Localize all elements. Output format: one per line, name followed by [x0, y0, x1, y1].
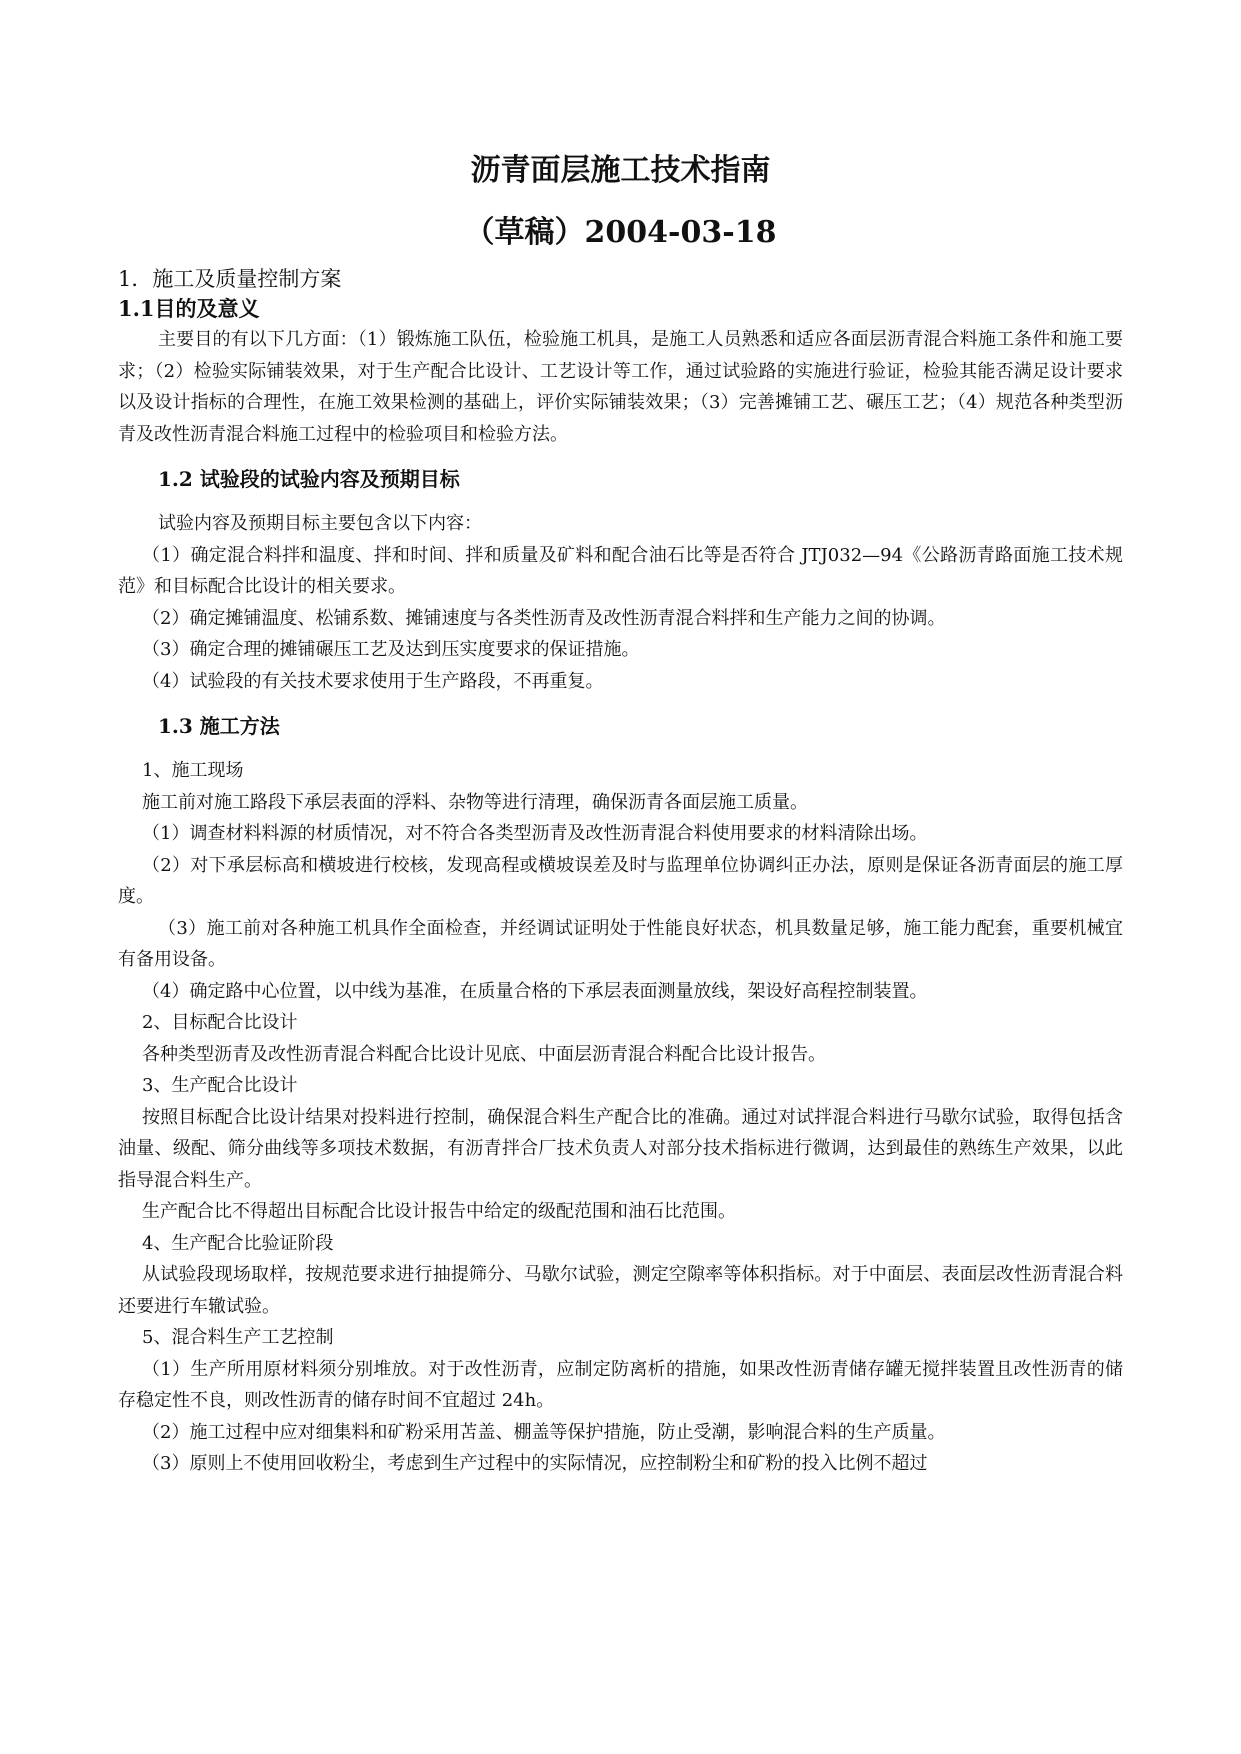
subsection-label: 3、生产配合比设计 — [142, 1075, 298, 1096]
paragraph: （2）确定摊铺温度、松铺系数、摊铺速度与各类性沥青及改性沥青混合料拌和生产能力之间的协调。 — [142, 607, 946, 629]
subsection-label: 4、生产配合比验证阶段 — [142, 1232, 334, 1254]
subsection-label: 2、目标配合比设计 — [142, 1012, 298, 1033]
paragraph: （1）生产所用原材料须分别堆放。对于改性沥青，应制定防离析的措施，如果改性沥青储存罐无搅拌装置且改性沥青的储存稳定性不良，则改性沥青的储存时间不宜超过 24h。 — [118, 1358, 1123, 1411]
paragraph: 从试验段现场取样，按规范要求进行抽提筛分、马歇尔试验，测定空隙率等体积指标。对于中面层、表面层改性沥青混合料还要进行车辙试验。 — [118, 1264, 1123, 1317]
subsection-label: 5、混合料生产工艺控制 — [142, 1327, 334, 1348]
paragraph: 按照目标配合比设计结果对投料进行控制，确保混合料生产配合比的准确。通过对试拌混合料进行马歇尔试验，取得包括含油量、级配、筛分曲线等多项技术数据，有沥青拌合厂技术负责人对部分技术指标进行微调，达到最佳的熟练生产效果，以此指导混合料生产。 — [118, 1106, 1123, 1191]
section-1-2-heading: 1.2 试验段的试验内容及预期目标 — [158, 467, 460, 491]
section-1-3-heading: 1.3 施工方法 — [158, 714, 280, 738]
document-title: 沥青面层施工技术指南 — [470, 153, 771, 188]
paragraph: 生产配合比不得超出目标配合比设计报告中给定的级配范围和油石比范围。 — [142, 1201, 736, 1222]
paragraph: （3）原则上不使用回收粉尘，考虑到生产过程中的实际情况，应控制粉尘和矿粉的投入比例不超过 — [142, 1453, 928, 1474]
paragraph: （1）确定混合料拌和温度、拌和时间、拌和质量及矿料和配合油石比等是否符合 JTJ032—94《公路沥青路面施工技术规范》和目标配合比设计的相关要求。 — [118, 544, 1123, 597]
paragraph: （2）对下承层标高和横坡进行校核，发现高程或横坡误差及时与监理单位协调纠正办法，原则是保证各沥青面层的施工厚度。 — [118, 854, 1123, 907]
paragraph: （4）试验段的有关技术要求使用于生产路段，不再重复。 — [142, 670, 604, 692]
section-1-heading: 1．施工及质量控制方案 — [118, 267, 342, 291]
document-subtitle: （草稿）2004-03-18 — [464, 215, 777, 250]
paragraph: 主要目的有以下几方面：（1）锻炼施工队伍，检验施工机具，是施工人员熟悉和适应各面层沥青混合料施工条件和施工要求；（2）检验实际铺装效果，对于生产配合比设计、工艺设计等工作，通过试验路的实施进行验证，检验其能否满足设计要求以及设计指标的合理性，在施工效果检测的基础上，评价实际铺装效果；（3）完善摊铺工艺、碾压工艺；（4）规范各种类型沥青及改性沥青混合料施工过程中的检验项目和检验方法。 — [118, 329, 1123, 445]
subsection-label: 1、施工现场 — [142, 760, 244, 781]
paragraph: （2）施工过程中应对细集料和矿粉采用苫盖、棚盖等保护措施，防止受潮，影响混合料的生产质量。 — [142, 1421, 946, 1443]
paragraph: 试验内容及预期目标主要包含以下内容： — [158, 513, 482, 534]
paragraph: （3）施工前对各种施工机具作全面检查，并经调试证明处于性能良好状态，机具数量足够，施工能力配套，重要机械宜有备用设备。 — [118, 917, 1123, 970]
paragraph: （4）确定路中心位置，以中线为基准，在质量合格的下承层表面测量放线，架设好高程控制装置。 — [142, 980, 928, 1002]
section-1-1-heading: 1.1目的及意义 — [118, 296, 260, 321]
paragraph: 各种类型沥青及改性沥青混合料配合比设计见底、中面层沥青混合料配合比设计报告。 — [142, 1043, 826, 1065]
document-page — [118, 150, 1123, 1480]
paragraph: （1）调查材料料源的材质情况，对不符合各类型沥青及改性沥青混合料使用要求的材料清除出场。 — [142, 823, 928, 844]
paragraph: 施工前对施工路段下承层表面的浮料、杂物等进行清理，确保沥青各面层施工质量。 — [142, 791, 808, 813]
paragraph: （3）确定合理的摊铺碾压工艺及达到压实度要求的保证措施。 — [142, 639, 640, 660]
